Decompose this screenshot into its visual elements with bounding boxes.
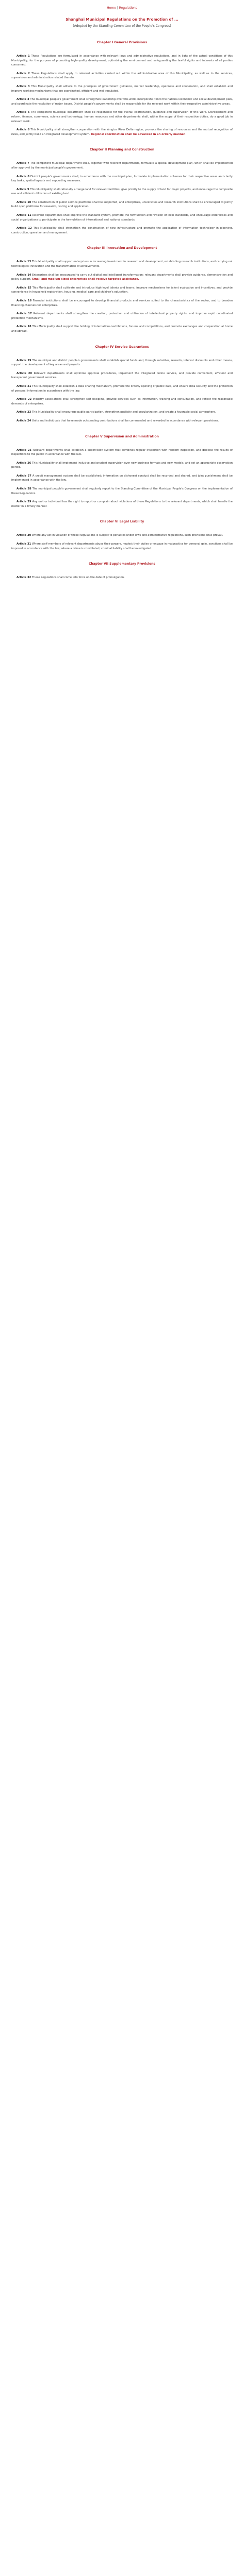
article-number: Article 19 <box>17 359 31 362</box>
article-paragraph <box>11 397 233 406</box>
article-number: Article 10 <box>17 200 31 204</box>
article-paragraph <box>11 110 233 124</box>
article-number: Article 28 <box>17 487 31 491</box>
article-number: Article 26 <box>17 461 31 465</box>
article-paragraph <box>11 448 233 457</box>
article-paragraph <box>11 487 233 496</box>
article-number: Article 16 <box>17 299 32 302</box>
article-number: Article 31 <box>17 543 31 546</box>
article-number: Article 17 <box>17 312 32 316</box>
article-paragraph <box>11 260 233 268</box>
article-paragraph <box>11 128 233 137</box>
breadcrumb-current-link[interactable]: Regulations <box>119 6 137 10</box>
article-text: This Municipality shall support the holding of international exhibitions, forums and competitions, and promote exchanges and cooperation at home and abroad. <box>11 325 233 333</box>
article-number: Article 14 <box>17 273 31 277</box>
article-paragraph <box>11 371 233 380</box>
article-number: Article 18 <box>17 325 31 329</box>
article-text: This Municipality shall rationally arrange land for relevant facilities, give priority to the supply of land for major projects, and encourage the composite use and efficient utilization of existing land. <box>11 188 233 196</box>
article-number: Article 1 <box>17 55 30 58</box>
article-paragraph <box>11 161 233 170</box>
article-number: Article 32 <box>17 576 31 580</box>
article-paragraph <box>11 575 233 580</box>
article-text: This Municipality shall encourage public participation, strengthen publicity and popularization, and create a favorable social atmosphere. <box>31 411 216 414</box>
article-number: Article 20 <box>17 371 32 375</box>
article-text: These Regulations shall come into force on the date of promulgation. <box>31 576 125 580</box>
article-paragraph <box>11 54 233 67</box>
highlighted-text: Small and medium-sized enterprises shall receive targeted assistance. <box>32 278 139 281</box>
article-number: Article 5 <box>17 111 30 114</box>
article-text: This Municipality shall adhere to the principles of government guidance, market leadership, openness and cooperation, and shall establish and improve working mechanisms that are coordinated, efficient and well-regulated. <box>11 84 233 93</box>
article-number: Article 4 <box>17 98 29 101</box>
article-number: Article 24 <box>17 419 31 422</box>
article-text: A credit management system shall be established; information on dishonest conduct shall be recorded and shared, and joint punishment shall be implemented in accordance with the law. <box>11 474 233 482</box>
article-paragraph <box>11 500 233 509</box>
article-text: This Municipality shall implement inclusive and prudent supervision over new business formats and new models, and set an appropriate observation period. <box>11 461 233 469</box>
article-paragraph <box>11 312 233 320</box>
article-paragraph <box>11 188 233 196</box>
article-text: These Regulations are formulated in accordance with relevant laws and administrative regulations, and in light of the actual conditions of this Municipality, for the purpose of promoting high-quality development, optimizing the environment and safeguarding the lawful rights and interests of all parties concerned. <box>11 55 233 67</box>
chapter-heading: Chapter VII Supplementary Provisions <box>88 562 156 566</box>
article-text: Industry associations shall strengthen self-discipline, provide services such as information, training and consultation, and reflect the reasonable demands of enterprises. <box>11 398 233 405</box>
article-text: Financial institutions shall be encouraged to develop financial products and services suited to the characteristics of the sector, and to broaden financing channels for enterprises. <box>11 299 233 307</box>
article-paragraph <box>11 542 233 551</box>
chapter-heading: Chapter III Innovation and Development <box>87 246 157 250</box>
article-number: Article 25 <box>17 448 31 452</box>
article-text: Relevant departments shall improve the standard system, promote the formulation and revision of local standards, and encourage enterprises and social organizations to participate in the formulation of international and national standards. <box>11 214 233 222</box>
breadcrumb-home-link[interactable]: Home <box>107 6 116 10</box>
article-text: Any unit or individual has the right to report or complain about violations of these Regulations to the relevant departments, which shall handle the matter in a timely manner. <box>11 500 233 508</box>
article-text: The competent municipal department shall be responsible for the overall coordination, guidance and supervision of this work. Development and reform, finance, commerce, science and technology, human resources and other departments shall, within the scope of their respective duties, do a good job in relevant work. <box>11 111 233 123</box>
chapter-heading: Chapter IV Service Guarantees <box>95 345 149 349</box>
article-text: Relevant departments shall optimize approval procedures, implement the integrated online service, and provide convenient, efficient and transparent government services. <box>11 371 233 380</box>
article-number: Article 8 <box>17 175 29 178</box>
article-text: The construction of public service platforms shall be supported, and enterprises, universities and research institutions shall be encouraged to jointly build open platforms for research, testing and application. <box>11 200 233 209</box>
article-paragraph <box>11 226 233 235</box>
article-text: Units and individuals that have made outstanding contributions shall be commended and rewarded in accordance with relevant provisions. <box>31 419 219 422</box>
article-text: District people's governments shall, in accordance with the municipal plan, formulate implementation schemes for their respective areas and clarify key tasks, spatial layouts and supporting measures. <box>11 175 233 183</box>
article-text: The municipal people's government shall regularly report to the Standing Committee of the Municipal People's Congress on the implementation of these Regulations. <box>11 487 233 495</box>
article-paragraph <box>11 461 233 470</box>
highlighted-text: Regional coordination shall be advanced in an orderly manner. <box>91 132 186 136</box>
article-paragraph <box>11 419 233 423</box>
article-text: Relevant departments shall establish a supervision system that combines regular inspection with random inspection, and disclose the results of inspections to the public in accordance with the law. <box>11 448 233 456</box>
article-number: Article 3 <box>17 84 30 88</box>
article-paragraph <box>11 175 233 183</box>
article-paragraph <box>11 474 233 483</box>
article-paragraph <box>11 200 233 209</box>
article-number: Article 29 <box>17 500 31 504</box>
article-number: Article 7 <box>17 162 29 165</box>
article-text: This Municipality shall support enterprises in increasing investment in research and development, establishing research institutions, and carrying out technological innovation and the transformation of achievements. <box>11 260 233 268</box>
article-text: Where any act in violation of these Regulations is subject to penalties under laws and administrative regulations, such provisions shall prevail. <box>31 534 223 537</box>
article-paragraph <box>11 97 233 106</box>
chapter-heading: Chapter V Supervision and Administration <box>85 434 159 438</box>
article-number: Article 15 <box>17 286 31 290</box>
article-text: This Municipality shall cultivate and introduce high-level talents and teams, improve mechanisms for talent evaluation and incentives, and provide convenience in household registration, housing, medical care and children's education. <box>11 286 233 294</box>
article-paragraph <box>11 299 233 308</box>
article-text: The municipal and district people's governments shall establish special funds and, through subsidies, rewards, interest discounts and other means, support the development of key areas and projects. <box>11 359 233 367</box>
article-number: Article 6 <box>17 128 30 132</box>
article-paragraph <box>11 325 233 333</box>
chapter-heading: Chapter II Planning and Construction <box>89 148 155 152</box>
article-text: This Municipality shall strengthen the construction of new infrastructure and promote the application of information technology in planning, construction, operation and management. <box>11 227 233 234</box>
breadcrumb <box>11 6 233 10</box>
article-text: The municipal people's government shall strengthen leadership over this work, incorporate it into the national economic and social development plan, and coordinate the resolution of major issues. District people's governments shall be responsible for the relevant work within their respective administrative areas. <box>11 98 233 106</box>
article-number: Article 27 <box>17 474 31 478</box>
article-number: Article 22 <box>17 398 32 401</box>
article-paragraph <box>11 286 233 295</box>
article-paragraph <box>11 384 233 393</box>
chapter-heading: Chapter I General Provisions <box>97 41 147 44</box>
article-number: Article 21 <box>17 384 31 388</box>
document-subtitle: (Adopted by the Standing Committee of the People's Congress) <box>73 24 171 28</box>
article-text: This Municipality shall establish a data sharing mechanism, promote the orderly opening of public data, and ensure data security and the protection of personal information in accordance with the law. <box>11 384 233 393</box>
article-text: Relevant departments shall strengthen the creation, protection and utilization of intellectual property rights, and improve rapid coordinated protection mechanisms. <box>11 312 233 320</box>
article-text: The competent municipal department shall, together with relevant departments, formulate a special development plan, which shall be implemented after approval by the municipal people's government. <box>11 162 233 170</box>
article-number: Article 11 <box>17 214 31 217</box>
article-number: Article 30 <box>17 534 31 537</box>
article-paragraph <box>11 273 233 282</box>
article-number: Article 23 <box>17 411 31 414</box>
article-paragraph <box>11 533 233 538</box>
article-number: Article 12 <box>17 227 32 230</box>
article-text: Where staff members of relevant departments abuse their powers, neglect their duties or engage in malpractice for personal gain, sanctions shall be imposed in accordance with the law; where a crime is constituted, criminal liability shall be investigated. <box>11 543 233 550</box>
article-number: Article 9 <box>17 188 29 191</box>
article-paragraph <box>11 84 233 93</box>
chapter-heading: Chapter VI Legal Liability <box>100 520 144 524</box>
article-text: This Municipality shall strengthen cooperation with the Yangtze River Delta region, promote the sharing of resources and the mutual recognition of rules, and jointly build an integrated development system. <box>11 128 233 136</box>
article-number: Article 13 <box>17 260 31 264</box>
article-paragraph <box>11 72 233 80</box>
article-paragraph <box>11 410 233 415</box>
article-text: Enterprises shall be encouraged to carry out digital and intelligent transformation; relevant departments shall provide guidance, demonstration and policy support. <box>11 273 233 281</box>
article-paragraph <box>11 213 233 222</box>
document-title: Shanghai Municipal Regulations on the Promotion of ... <box>66 18 178 22</box>
breadcrumb-separator: | <box>116 6 119 10</box>
article-text: These Regulations shall apply to relevant activities carried out within the administrative area of this Municipality, as well as to the services, supervision and administration related thereto. <box>11 72 233 80</box>
document-body <box>11 41 233 580</box>
article-paragraph <box>11 359 233 367</box>
article-number: Article 2 <box>17 72 30 75</box>
